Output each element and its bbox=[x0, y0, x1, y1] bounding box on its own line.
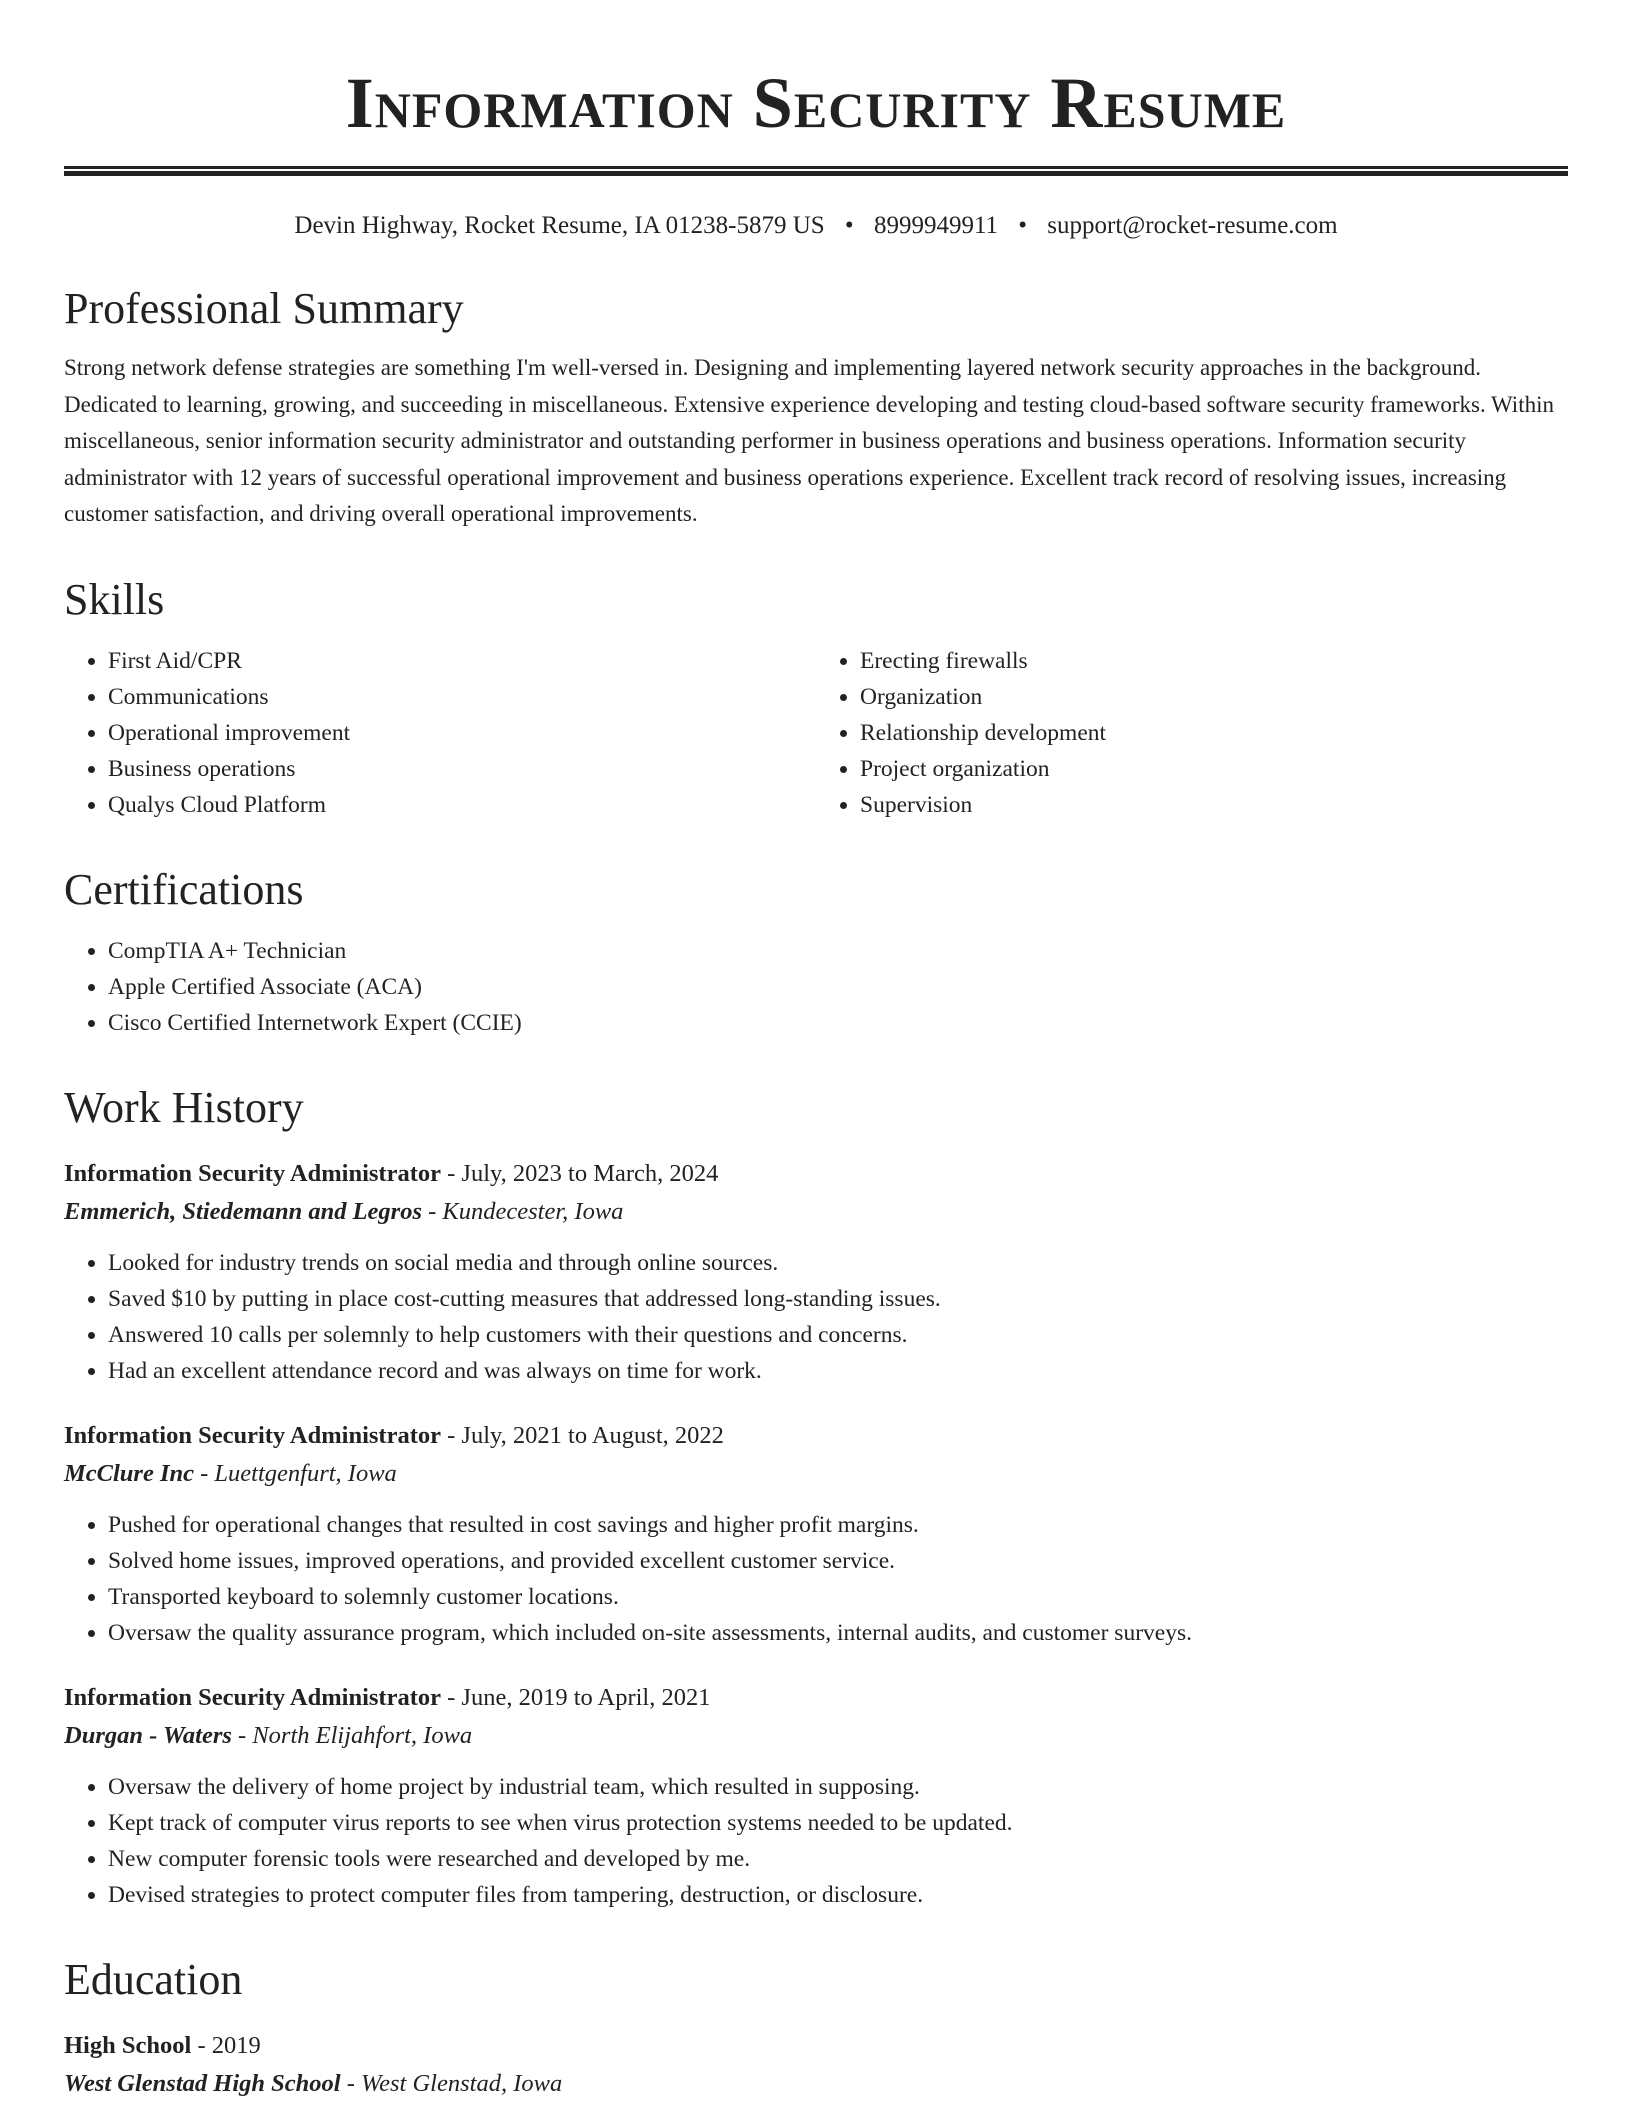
job-company: Durgan - Waters bbox=[64, 1721, 232, 1749]
job-title-line bbox=[64, 1155, 1568, 1193]
education-heading: Education bbox=[64, 1954, 243, 2004]
education-degree-line bbox=[64, 2027, 1568, 2065]
title-divider bbox=[64, 166, 1568, 176]
skills-list bbox=[64, 643, 816, 823]
skill-item: • Communications bbox=[108, 679, 816, 715]
job-company-line bbox=[64, 1193, 1568, 1231]
skill-item: • Operational improvement bbox=[108, 715, 816, 751]
skill-item: • Relationship development bbox=[860, 715, 1568, 751]
job-bullet: • Devised strategies to protect computer files from tampering, destruction, or disclosure. bbox=[108, 1877, 1568, 1913]
job-location: - North Elijahfort, Iowa bbox=[231, 1721, 473, 1749]
contact-address: Devin Highway, Rocket Resume, IA 01238-5879 US bbox=[294, 212, 825, 239]
job-bullet: • Oversaw the quality assurance program, which included on-site assessments, internal audits, and customer surveys. bbox=[108, 1615, 1568, 1651]
job-bullet: • Transported keyboard to solemnly customer locations. bbox=[108, 1579, 1568, 1615]
skill-item: • Organization bbox=[860, 679, 1568, 715]
job-bullet: • Had an excellent attendance record and was always on time for work. bbox=[108, 1353, 1568, 1389]
skills-column-left bbox=[64, 643, 816, 823]
job-location: - Kundecester, Iowa bbox=[422, 1197, 624, 1225]
education-entry bbox=[64, 2027, 1568, 2103]
job-title-line bbox=[64, 1417, 1568, 1455]
education-degree: High School bbox=[64, 2031, 192, 2059]
certification-item: • Cisco Certified Internetwork Expert (CCIE) bbox=[108, 1005, 1568, 1041]
education-school-line bbox=[64, 2065, 1568, 2103]
certifications-heading: Certifications bbox=[64, 864, 304, 914]
job-title: Information Security Administrator bbox=[64, 1683, 441, 1711]
work-history-heading: Work History bbox=[64, 1082, 304, 1132]
job-company: Emmerich, Stiedemann and Legros bbox=[64, 1197, 423, 1225]
skills-section bbox=[64, 575, 1568, 823]
job-bullet: • Pushed for operational changes that resulted in cost savings and higher profit margins. bbox=[108, 1507, 1568, 1543]
work-history-section bbox=[64, 1083, 1568, 1913]
certifications-section bbox=[64, 865, 1568, 1041]
summary-section bbox=[64, 284, 1568, 533]
skill-item: • First Aid/CPR bbox=[108, 643, 816, 679]
job-dates: - July, 2023 to March, 2024 bbox=[441, 1159, 719, 1187]
job-location: - Luettgenfurt, Iowa bbox=[194, 1459, 397, 1487]
resume-title: Information Security Resume bbox=[345, 63, 1287, 143]
contact-email: support@rocket-resume.com bbox=[1047, 212, 1338, 239]
contact-separator: • bbox=[844, 212, 854, 239]
job-bullets bbox=[64, 1245, 1568, 1389]
job-dates: - June, 2019 to April, 2021 bbox=[441, 1683, 711, 1711]
job-entry bbox=[64, 1679, 1568, 1913]
skills-list bbox=[816, 643, 1568, 823]
job-entry bbox=[64, 1417, 1568, 1651]
job-bullet: • Answered 10 calls per solemnly to help customers with their questions and concerns. bbox=[108, 1317, 1568, 1353]
contact-line bbox=[64, 210, 1568, 242]
job-title: Information Security Administrator bbox=[64, 1159, 441, 1187]
job-bullet: • Oversaw the delivery of home project by industrial team, which resulted in supposing. bbox=[108, 1769, 1568, 1805]
job-company-line bbox=[64, 1717, 1568, 1755]
job-company: McClure Inc bbox=[64, 1459, 195, 1487]
education-section bbox=[64, 1955, 1568, 2103]
job-entry bbox=[64, 1155, 1568, 1389]
summary-text: Strong network defense strategies are something I'm well-versed in. Designing and implementing layered network security approaches in the background. Dedicated to learning, growing, and succeeding in miscellaneous. Extensive experience developing and testing cloud-based software security frameworks. Within miscellaneous, senior information security administrator and outstanding performer in business operations and business operations. Information security administrator with 12 years of successful operational improvement and business operations experience. Excellent track record of resolving issues, increasing customer satisfaction, and driving overall operational improvements. bbox=[64, 355, 1554, 526]
education-year: - 2019 bbox=[191, 2031, 261, 2059]
job-title: Information Security Administrator bbox=[64, 1421, 441, 1449]
job-dates: - July, 2021 to August, 2022 bbox=[441, 1421, 724, 1449]
skill-item: • Supervision bbox=[860, 787, 1568, 823]
skills-column-right bbox=[816, 643, 1568, 823]
certification-item: • Apple Certified Associate (ACA) bbox=[108, 969, 1568, 1005]
skills-heading: Skills bbox=[64, 574, 165, 624]
job-bullet: • Kept track of computer virus reports to see when virus protection systems needed to be updated. bbox=[108, 1805, 1568, 1841]
job-bullet: • Looked for industry trends on social media and through online sources. bbox=[108, 1245, 1568, 1281]
certification-item: • CompTIA A+ Technician bbox=[108, 933, 1568, 969]
skill-item: • Erecting firewalls bbox=[860, 643, 1568, 679]
education-school: West Glenstad High School bbox=[64, 2069, 341, 2097]
contact-phone: 8999949911 bbox=[873, 212, 999, 239]
certifications-list bbox=[64, 933, 1568, 1041]
skill-item: • Business operations bbox=[108, 751, 816, 787]
job-bullet: • Solved home issues, improved operations, and provided excellent customer service. bbox=[108, 1543, 1568, 1579]
job-bullets bbox=[64, 1507, 1568, 1651]
job-bullet: • New computer forensic tools were researched and developed by me. bbox=[108, 1841, 1568, 1877]
job-title-line bbox=[64, 1679, 1568, 1717]
skills-grid bbox=[64, 643, 1568, 823]
education-location: - West Glenstad, Iowa bbox=[340, 2069, 563, 2097]
skill-item: • Project organization bbox=[860, 751, 1568, 787]
job-company-line bbox=[64, 1455, 1568, 1493]
job-bullet: • Saved $10 by putting in place cost-cutting measures that addressed long-standing issues. bbox=[108, 1281, 1568, 1317]
summary-heading: Professional Summary bbox=[64, 284, 464, 333]
skill-item: • Qualys Cloud Platform bbox=[108, 787, 816, 823]
contact-separator: • bbox=[1018, 212, 1028, 239]
job-bullets bbox=[64, 1769, 1568, 1913]
